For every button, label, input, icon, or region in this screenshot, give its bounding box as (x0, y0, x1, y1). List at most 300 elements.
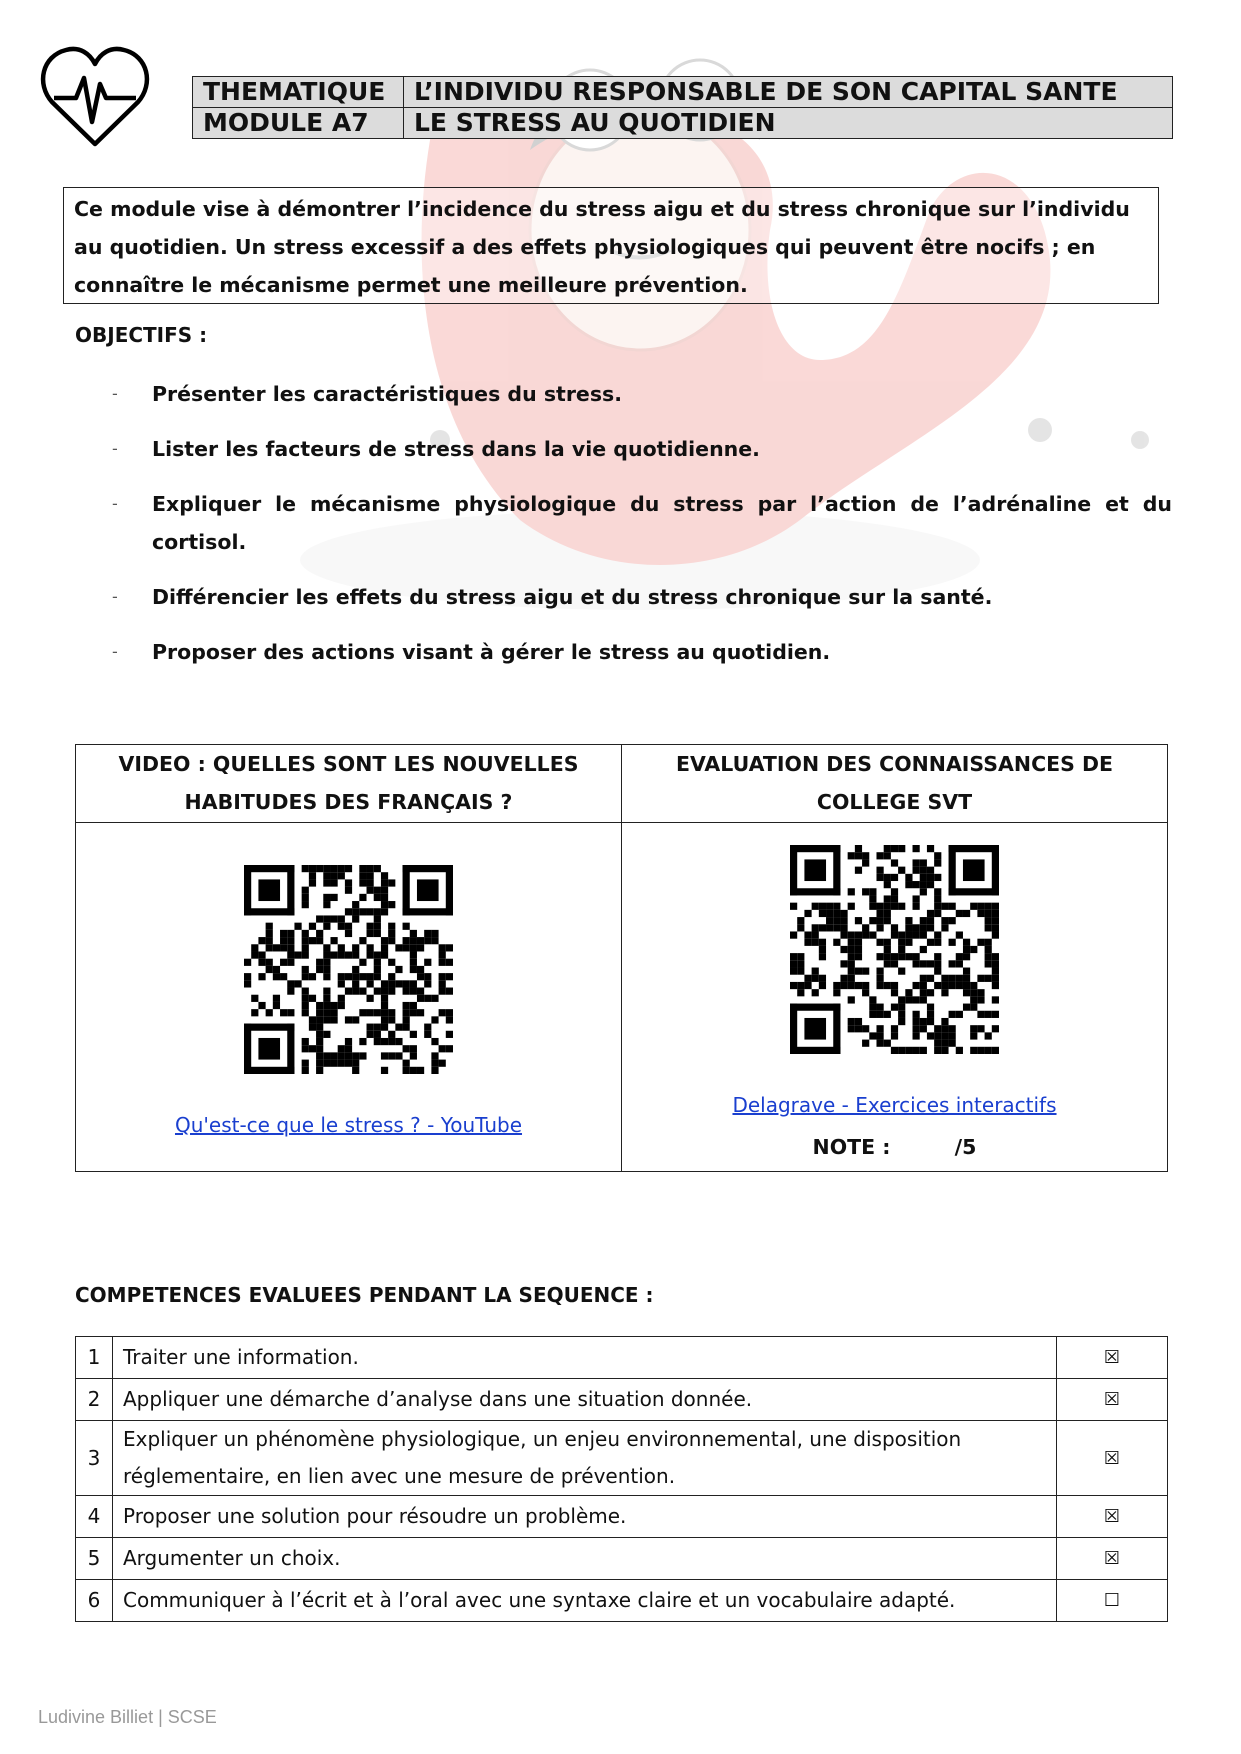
qr-module (797, 968, 804, 975)
qr-module (905, 953, 912, 960)
qr-module (862, 968, 869, 975)
competence-number: 4 (76, 1496, 113, 1538)
objectif-text: Lister les facteurs de stress dans la vie quotidienne. (152, 437, 760, 461)
qr-module (848, 960, 855, 967)
qr-module (927, 1004, 934, 1011)
qr-module (934, 888, 941, 895)
qr-module (309, 937, 316, 944)
qr-module (790, 953, 797, 960)
qr-module (316, 865, 323, 872)
qr-module (367, 973, 374, 980)
qr-module (359, 879, 366, 886)
qr-module (403, 944, 410, 951)
qr-module (388, 988, 395, 995)
qr-module (374, 951, 381, 958)
qr-module (905, 924, 912, 931)
qr-module (431, 1016, 438, 1023)
qr-module (920, 1018, 927, 1025)
qr-module (927, 989, 934, 996)
qr-module (316, 1060, 323, 1067)
qr-module (403, 937, 410, 944)
qr-finder-module (949, 888, 999, 895)
evaluation-qr-code[interactable] (790, 845, 999, 1054)
qr-module (920, 1025, 927, 1032)
qr-module (439, 944, 446, 951)
qr-module (417, 944, 424, 951)
qr-module (330, 1016, 337, 1023)
qr-module (330, 1060, 337, 1067)
qr-module (287, 930, 294, 937)
qr-module (977, 939, 984, 946)
competence-row (76, 1580, 1168, 1622)
bullet-dash: - (112, 384, 118, 403)
qr-module (338, 1002, 345, 1009)
qr-module (258, 973, 265, 980)
qr-module (403, 1067, 410, 1074)
qr-module (848, 953, 855, 960)
qr-module (956, 975, 963, 982)
qr-module (439, 1009, 446, 1016)
qr-module (244, 980, 251, 987)
qr-module (913, 903, 920, 910)
qr-module (367, 995, 374, 1002)
qr-module (395, 966, 402, 973)
qr-module (927, 874, 934, 881)
qr-module (359, 1052, 366, 1059)
qr-module (417, 937, 424, 944)
qr-module (309, 995, 316, 1002)
qr-module (905, 989, 912, 996)
qr-module (812, 931, 819, 938)
qr-module (338, 995, 345, 1002)
qr-module (309, 865, 316, 872)
qr-module (884, 881, 891, 888)
qr-module (804, 939, 811, 946)
qr-module (840, 982, 847, 989)
qr-module (913, 1011, 920, 1018)
qr-module (381, 1016, 388, 1023)
video-cell (76, 823, 622, 1172)
qr-module (891, 953, 898, 960)
qr-module (949, 1032, 956, 1039)
qr-module (323, 865, 330, 872)
qr-module (388, 1009, 395, 1016)
qr-module (970, 996, 977, 1003)
qr-module (323, 1052, 330, 1059)
qr-module (913, 982, 920, 989)
qr-module (367, 887, 374, 894)
qr-module (884, 953, 891, 960)
qr-module (395, 1038, 402, 1045)
qr-module (338, 980, 345, 987)
qr-module (898, 931, 905, 938)
qr-module (302, 1045, 309, 1052)
qr-module (985, 960, 992, 967)
qr-module (970, 982, 977, 989)
qr-module (424, 1024, 431, 1031)
qr-module (431, 937, 438, 944)
qr-module (876, 1011, 883, 1018)
qr-module (374, 973, 381, 980)
qr-module (338, 915, 345, 922)
competence-text: Proposer une solution pour résoudre un problème. (113, 1496, 1057, 1538)
qr-module (934, 895, 941, 902)
qr-finder-module (258, 1038, 280, 1060)
qr-module (403, 1060, 410, 1067)
qr-module (977, 989, 984, 996)
qr-module (424, 995, 431, 1002)
qr-module (338, 1052, 345, 1059)
qr-module (403, 1016, 410, 1023)
qr-module (812, 903, 819, 910)
qr-module (367, 980, 374, 987)
qr-module (855, 845, 862, 852)
qr-module (381, 980, 388, 987)
qr-module (819, 903, 826, 910)
qr-module (963, 946, 970, 953)
qr-module (862, 982, 869, 989)
competence-checkbox[interactable]: ☒ (1057, 1496, 1168, 1538)
qr-module (963, 910, 970, 917)
qr-module (258, 1002, 265, 1009)
qr-module (790, 960, 797, 967)
qr-module (884, 910, 891, 917)
qr-module (374, 865, 381, 872)
qr-module (330, 1002, 337, 1009)
qr-module (352, 966, 359, 973)
video-link[interactable]: Qu'est-ce que le stress ? - YouTube (174, 1113, 523, 1137)
qr-finder-module (790, 1004, 797, 1054)
qr-module (848, 982, 855, 989)
qr-module (920, 946, 927, 953)
qr-module (869, 888, 876, 895)
qr-module (862, 859, 869, 866)
qr-module (970, 1025, 977, 1032)
qr-module (316, 1002, 323, 1009)
qr-module (287, 951, 294, 958)
qr-module (963, 1004, 970, 1011)
qr-module (963, 968, 970, 975)
qr-module (992, 1047, 999, 1054)
qr-module (302, 930, 309, 937)
qr-module (898, 1047, 905, 1054)
qr-module (410, 980, 417, 987)
qr-module (302, 944, 309, 951)
qr-module (367, 865, 374, 872)
qr-module (359, 937, 366, 944)
qr-module (367, 908, 374, 915)
qr-module (359, 1038, 366, 1045)
qr-module (869, 917, 876, 924)
qr-module (790, 903, 797, 910)
qr-module (898, 867, 905, 874)
qr-module (381, 1024, 388, 1031)
qr-module (280, 930, 287, 937)
qr-module (403, 988, 410, 995)
competence-checkbox[interactable]: ☒ (1057, 1538, 1168, 1580)
qr-module (323, 1016, 330, 1023)
qr-module (439, 980, 446, 987)
qr-module (992, 968, 999, 975)
qr-module (927, 881, 934, 888)
qr-module (287, 944, 294, 951)
qr-module (985, 939, 992, 946)
qr-module (790, 968, 797, 975)
qr-module (352, 1067, 359, 1074)
qr-module (826, 903, 833, 910)
qr-module (316, 966, 323, 973)
qr-module (934, 874, 941, 881)
qr-module (905, 874, 912, 881)
qr-module (266, 930, 273, 937)
qr-module (345, 951, 352, 958)
qr-finder-module (949, 845, 999, 852)
qr-module (949, 960, 956, 967)
qr-module (992, 903, 999, 910)
module-header-table (192, 76, 1173, 139)
qr-module (374, 988, 381, 995)
qr-module (790, 982, 797, 989)
qr-module (352, 980, 359, 987)
qr-module (956, 953, 963, 960)
qr-module (934, 931, 941, 938)
qr-module (891, 931, 898, 938)
qr-module (920, 989, 927, 996)
qr-module (884, 903, 891, 910)
qr-module (359, 973, 366, 980)
qr-module (941, 1032, 948, 1039)
qr-module (359, 959, 366, 966)
qr-module (309, 923, 316, 930)
qr-module (316, 959, 323, 966)
qr-module (302, 951, 309, 958)
qr-module (345, 923, 352, 930)
qr-module (934, 852, 941, 859)
qr-module (992, 1025, 999, 1032)
qr-module (927, 867, 934, 874)
qr-module (977, 975, 984, 982)
objectif-text: Proposer des actions visant à gérer le stress au quotidien. (152, 640, 831, 664)
video-header: VIDEO : QUELLES SONT LES NOUVELLES HABITUDES DES FRANÇAIS ? (76, 745, 622, 823)
qr-module (920, 888, 927, 895)
qr-module (403, 980, 410, 987)
qr-module (891, 982, 898, 989)
competence-number: 2 (76, 1379, 113, 1421)
qr-finder-module (244, 908, 294, 915)
qr-module (920, 975, 927, 982)
bullet-dash: - (112, 439, 118, 458)
qr-module (381, 995, 388, 1002)
qr-module (891, 1025, 898, 1032)
qr-module (244, 973, 251, 980)
qr-module (855, 946, 862, 953)
qr-module (797, 953, 804, 960)
qr-module (876, 852, 883, 859)
qr-module (424, 973, 431, 980)
qr-module (949, 975, 956, 982)
qr-module (345, 973, 352, 980)
qr-module (309, 1024, 316, 1031)
qr-module (876, 1032, 883, 1039)
qr-module (913, 996, 920, 1003)
qr-module (913, 881, 920, 888)
qr-module (985, 903, 992, 910)
qr-module (431, 930, 438, 937)
qr-module (352, 1060, 359, 1067)
qr-module (316, 1016, 323, 1023)
qr-finder-module (804, 1018, 826, 1040)
qr-module (330, 1009, 337, 1016)
qr-module (446, 1016, 453, 1023)
qr-module (294, 951, 301, 958)
qr-module (905, 939, 912, 946)
qr-module (898, 953, 905, 960)
module-label: MODULE A7 (193, 108, 404, 139)
qr-module (302, 1060, 309, 1067)
qr-module (431, 1060, 438, 1067)
qr-finder-module (790, 845, 797, 895)
qr-module (920, 982, 927, 989)
qr-module (869, 996, 876, 1003)
qr-module (410, 966, 417, 973)
qr-module (439, 973, 446, 980)
qr-module (359, 908, 366, 915)
qr-finder-module (963, 859, 985, 881)
qr-module (898, 845, 905, 852)
qr-module (374, 915, 381, 922)
qr-module (812, 989, 819, 996)
qr-module (266, 944, 273, 951)
competence-row (76, 1421, 1168, 1496)
qr-module (934, 939, 941, 946)
qr-module (388, 1052, 395, 1059)
qr-module (309, 973, 316, 980)
qr-module (992, 960, 999, 967)
qr-module (410, 1002, 417, 1009)
qr-module (417, 995, 424, 1002)
qr-module (374, 1038, 381, 1045)
qr-module (884, 982, 891, 989)
qr-module (395, 944, 402, 951)
qr-module (920, 1047, 927, 1054)
qr-module (876, 1025, 883, 1032)
qr-module (381, 901, 388, 908)
qr-module (927, 924, 934, 931)
qr-module (992, 924, 999, 931)
competence-checkbox[interactable]: ☒ (1057, 1337, 1168, 1379)
qr-module (855, 939, 862, 946)
qr-module (359, 988, 366, 995)
competence-text: Argumenter un choix. (113, 1538, 1057, 1580)
qr-module (876, 953, 883, 960)
qr-module (323, 951, 330, 958)
qr-module (323, 894, 330, 901)
qr-module (884, 946, 891, 953)
competence-checkbox[interactable]: ☒ (1057, 1421, 1168, 1496)
qr-module (848, 939, 855, 946)
qr-module (913, 1025, 920, 1032)
qr-module (302, 1009, 309, 1016)
qr-module (804, 910, 811, 917)
qr-module (302, 894, 309, 901)
qr-module (804, 982, 811, 989)
qr-finder-module (804, 859, 826, 881)
competence-checkbox[interactable]: ☒ (1057, 1379, 1168, 1421)
qr-module (323, 879, 330, 886)
qr-module (992, 982, 999, 989)
qr-module (804, 931, 811, 938)
qr-module (956, 931, 963, 938)
qr-module (804, 975, 811, 982)
qr-module (345, 1016, 352, 1023)
qr-module (417, 973, 424, 980)
objectif-text: Expliquer le mécanisme physiologique du stress par l’action de l’adrénaline et du cortisol. (152, 492, 1172, 554)
qr-module (374, 894, 381, 901)
qr-module (869, 1032, 876, 1039)
qr-module (287, 980, 294, 987)
objectifs-title: OBJECTIFS : (75, 323, 208, 347)
qr-module (819, 975, 826, 982)
competence-checkbox[interactable]: ☐ (1057, 1580, 1168, 1622)
qr-module (280, 1009, 287, 1016)
qr-module (410, 951, 417, 958)
objectif-item (75, 375, 1172, 413)
qr-module (287, 1009, 294, 1016)
qr-module (381, 872, 388, 879)
qr-module (913, 859, 920, 866)
qr-module (992, 996, 999, 1003)
qr-module (833, 903, 840, 910)
competence-number: 6 (76, 1580, 113, 1622)
qr-module (905, 917, 912, 924)
qr-module (927, 975, 934, 982)
qr-module (898, 903, 905, 910)
bullet-dash: - (112, 494, 118, 513)
qr-module (439, 1060, 446, 1067)
qr-module (941, 975, 948, 982)
qr-module (941, 1040, 948, 1047)
qr-module (417, 1009, 424, 1016)
qr-module (302, 973, 309, 980)
video-qr-code[interactable] (244, 865, 453, 1074)
qr-module (934, 1032, 941, 1039)
qr-module (898, 968, 905, 975)
qr-module (403, 923, 410, 930)
evaluation-link[interactable]: Delagrave - Exercices interactifs (732, 1093, 1057, 1117)
qr-finder-module (790, 845, 840, 852)
qr-finder-module (992, 845, 999, 895)
qr-module (323, 988, 330, 995)
qr-module (949, 1025, 956, 1032)
qr-module (985, 953, 992, 960)
qr-module (345, 879, 352, 886)
qr-module (388, 980, 395, 987)
qr-module (388, 1038, 395, 1045)
qr-module (323, 973, 330, 980)
qr-module (302, 1002, 309, 1009)
qr-module (898, 939, 905, 946)
qr-module (812, 968, 819, 975)
thematique-value: L’INDIVIDU RESPONSABLE DE SON CAPITAL SANTE (404, 77, 1173, 108)
qr-module (388, 937, 395, 944)
qr-module (819, 924, 826, 931)
qr-module (977, 996, 984, 1003)
qr-module (862, 888, 869, 895)
module-intro: Ce module vise à démontrer l’incidence du stress aigu et du stress chronique sur l’individu au quotidien. Un stress excessif a des effets physiologiques qui peuvent être nocifs ; en connaître le mécanisme permet une meilleure prévention. (63, 187, 1159, 304)
qr-module (359, 865, 366, 872)
qr-module (934, 903, 941, 910)
qr-module (345, 930, 352, 937)
